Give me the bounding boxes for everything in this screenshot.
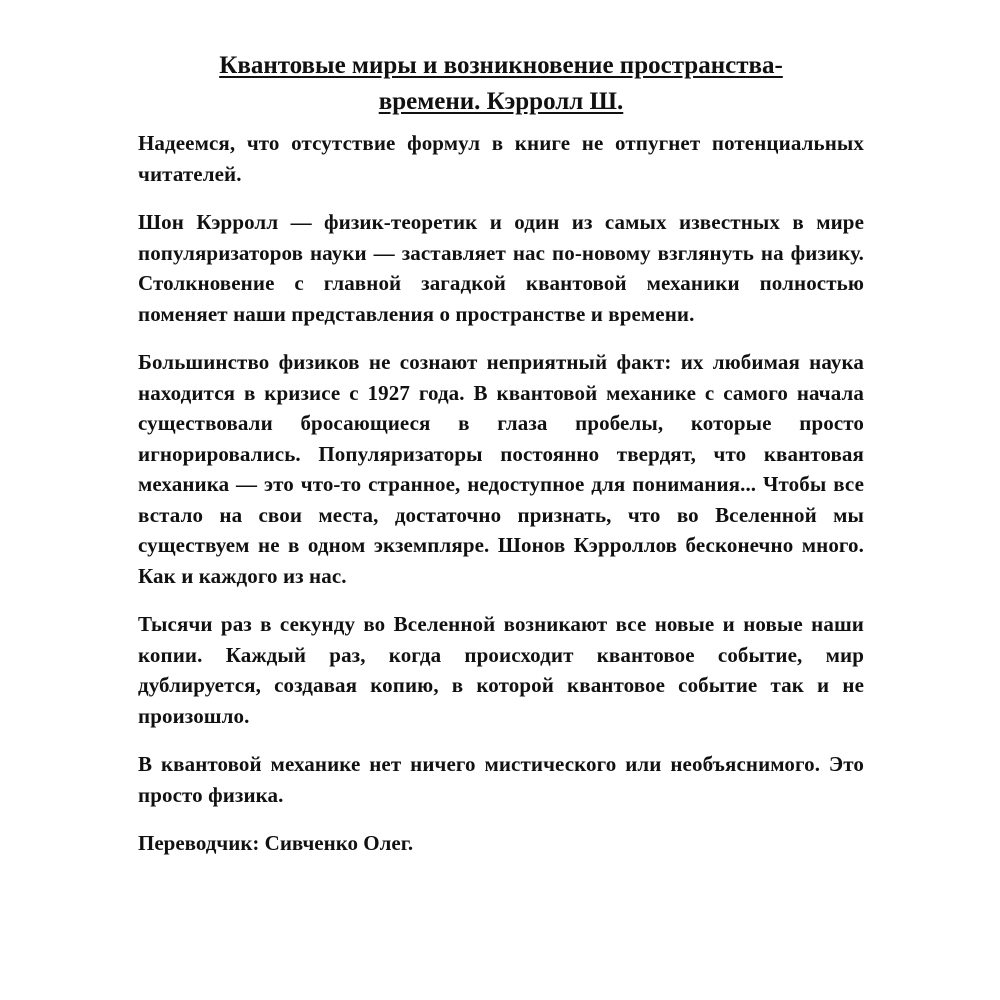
- title-line-2: времени. Кэрролл Ш.: [378, 88, 624, 115]
- translator-credit: Переводчик: Сивченко Олег.: [138, 831, 414, 855]
- paragraph-crisis: Большинство физиков не сознают неприятный факт: их любимая наука находится в кризисе с 1927 года. В квантовой механике с самого начала существовали бросающиеся в глаза пробелы, которые просто игнорировались. Популяризаторы постоянно твердят, что квантовая механика — это что-то странное, недоступное для понимания... Чтобы все встало на свои места, достаточно признать, что во Вселенной мы существуем не в одном экземпляре. Шонов Кэрроллов бесконечно много. Как и каждого из нас.: [138, 350, 864, 588]
- paragraph-author: Шон Кэрролл — физик-теоретик и один из самых известных в мире популяризаторов науки — заставляет нас по-новому взглянуть на физику. Столкновение с главной загадкой квантовой механики полностью поменяет наши представления о пространстве и времени.: [138, 210, 864, 326]
- paragraph-intro: Надеемся, что отсутствие формул в книге не отпугнет потенциальных читателей.: [138, 131, 864, 186]
- document-title: [138, 48, 864, 120]
- title-line-1: Квантовые миры и возникновение пространства-: [219, 52, 783, 79]
- paragraph-copies: Тысячи раз в секунду во Вселенной возникают все новые и новые наши копии. Каждый раз, когда происходит квантовое событие, мир дублируется, создавая копию, в которой квантовое событие так и не произошло.: [138, 612, 864, 728]
- paragraph-conclusion: В квантовой механике нет ничего мистического или необъяснимого. Это просто физика.: [138, 752, 864, 807]
- document-page: [138, 48, 864, 859]
